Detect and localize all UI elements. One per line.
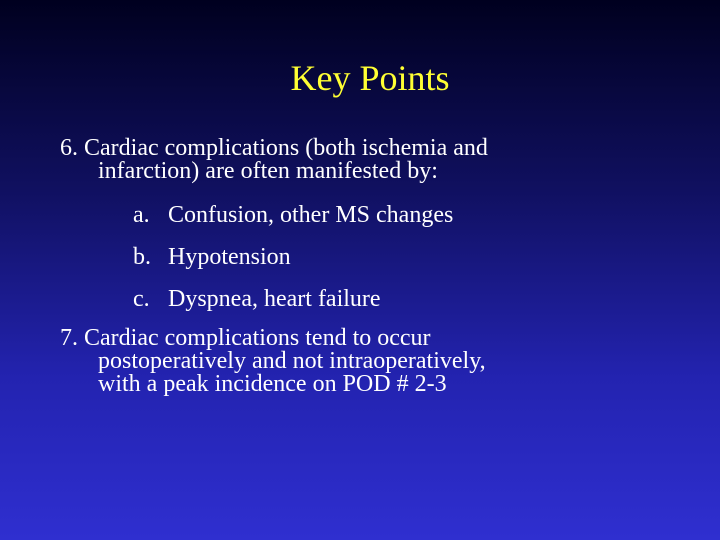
- sub-item-a-text: Confusion, other MS changes: [168, 202, 454, 228]
- slide-title: Key Points: [290, 58, 450, 98]
- sub-item-a: [133, 201, 453, 229]
- sub-item-b-text: Hypotension: [168, 244, 291, 270]
- key-point-6: [60, 137, 680, 183]
- key-point-7-line-1: 7. Cardiac complications tend to occur: [60, 325, 431, 351]
- sub-item-c-text: Dyspnea, heart failure: [168, 286, 381, 312]
- sub-item-b: [133, 243, 291, 271]
- key-point-7-line-3: with a peak incidence on POD # 2-3: [98, 371, 447, 397]
- sub-item-c: [133, 285, 381, 313]
- key-point-6-line-1: 6. Cardiac complications (both ischemia and: [60, 135, 488, 161]
- sub-item-a-letter: a.: [133, 202, 150, 228]
- key-point-7-line-2: postoperatively and not intraoperatively,: [98, 348, 486, 374]
- sub-item-c-letter: c.: [133, 286, 150, 312]
- sub-item-b-letter: b.: [133, 244, 151, 270]
- key-point-6-line-2: infarction) are often manifested by:: [98, 158, 438, 184]
- key-point-7: [60, 327, 680, 396]
